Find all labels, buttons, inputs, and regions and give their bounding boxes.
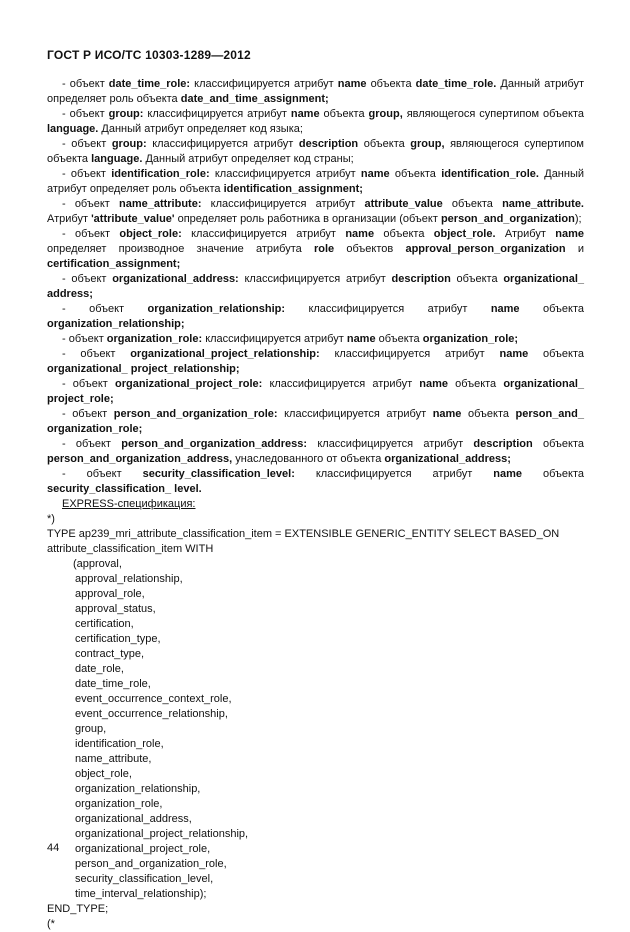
entity-name: date_time_role:: [108, 78, 191, 90]
definition-text: определяет роль работника в организации (объект: [174, 213, 441, 225]
definition-text: Данный атрибут определяет код страны;: [142, 153, 354, 165]
select-item: organizational_project_relationship,: [75, 828, 249, 840]
definition-text: - объект: [62, 108, 109, 120]
definition-text: классифицируется атрибут: [201, 198, 365, 210]
definition-text: - объект: [62, 408, 114, 420]
select-item: organization_relationship,: [75, 783, 201, 795]
definition-text: объекта: [389, 168, 442, 180]
definition-text: объекта: [358, 138, 411, 150]
select-item: date_role,: [75, 663, 124, 675]
definition-paragraph: [47, 302, 584, 332]
select-items-list: [47, 557, 584, 902]
entity-name: object_role.: [433, 228, 496, 240]
select-item: certification_type,: [75, 633, 161, 645]
select-item: name_attribute,: [75, 753, 152, 765]
entity-name: group,: [410, 138, 445, 150]
entity-name: person_and_organization_role:: [113, 408, 278, 420]
entity-name: organization_relationship:: [147, 303, 286, 315]
entity-name: description: [473, 438, 533, 450]
definition-text: - объект: [62, 438, 122, 450]
code-type-declaration: TYPE ap239_mri_attribute_classification_item = EXTENSIBLE GENERIC_ENTITY SELECT BASED_ON attribute_classification_item WITH: [47, 528, 560, 555]
definition-text: объекта: [366, 78, 416, 90]
definition-text: объекта: [442, 198, 503, 210]
express-specification-label: EXPRESS-спецификация:: [62, 498, 196, 510]
definition-paragraph: [47, 407, 584, 437]
entity-name: name: [499, 348, 529, 360]
definition-text: Данный атрибут определяет роль объекта: [47, 168, 585, 195]
definition-paragraph: [47, 437, 584, 467]
entity-name: date_and_time_assignment;: [180, 93, 329, 105]
definition-paragraph: [47, 137, 584, 167]
definition-text: классифицируется атрибут: [238, 273, 392, 285]
select-item: security_classification_level,: [75, 873, 214, 885]
definition-text: - объект: [62, 348, 131, 360]
definition-text: - объект: [62, 333, 107, 345]
definition-text: объекта: [519, 303, 584, 315]
select-item: object_role,: [75, 768, 132, 780]
entity-name: person_and_organization_address:: [121, 438, 308, 450]
page-number: 44: [47, 842, 60, 854]
entity-name: organization_role:: [106, 333, 203, 345]
entity-name: person_and_ organization_role;: [47, 408, 584, 435]
code-open-comment: *): [47, 513, 55, 525]
definition-text: - объект: [62, 198, 119, 210]
entity-name: name: [345, 228, 375, 240]
definition-text: Данный атрибут определяет код языка;: [98, 123, 303, 135]
definition-text: унаследованного от объекта: [232, 453, 385, 465]
definition-text: классифицируется атрибут: [319, 348, 500, 360]
entity-name: name: [432, 408, 462, 420]
entity-name: group:: [111, 138, 147, 150]
definition-paragraph: [47, 197, 584, 227]
definition-text: объекта: [450, 273, 504, 285]
definition-text: определяет производное значение атрибута: [47, 243, 314, 255]
entity-name: name: [337, 78, 367, 90]
definition-text: - объект: [62, 468, 143, 480]
entity-name: identification_role.: [441, 168, 539, 180]
definition-text: объекта: [374, 228, 434, 240]
select-item: organization_role,: [75, 798, 163, 810]
entity-name: organization_relationship;: [47, 318, 185, 330]
definition-text: - объект: [62, 78, 109, 90]
definition-text: объекта: [522, 468, 584, 480]
entity-name: identification_role:: [111, 168, 210, 180]
entity-name: role: [313, 243, 335, 255]
document-header: ГОСТ Р ИСО/ТС 10303-1289—2012: [47, 48, 251, 62]
definition-text: классифицируется атрибут: [307, 438, 474, 450]
select-item: (approval,: [73, 558, 122, 570]
entity-name: certification_assignment;: [47, 258, 181, 270]
entity-name: identification_assignment;: [223, 183, 363, 195]
entity-name: security_classification_ level.: [47, 483, 202, 495]
entity-name: person_and_organization_address,: [47, 453, 233, 465]
entity-name: name: [290, 108, 320, 120]
definition-text: Атрибут: [47, 213, 92, 225]
entity-name: group:: [108, 108, 144, 120]
definition-text: классифицируется атрибут: [209, 168, 361, 180]
entity-name: name: [490, 303, 520, 315]
definition-text: классифицируется атрибут: [262, 378, 420, 390]
definition-paragraph: [47, 332, 584, 347]
entity-name: organizational_ project_role;: [47, 378, 584, 405]
express-code-block: [47, 512, 584, 932]
definition-paragraph: [47, 272, 584, 302]
entity-name: date_time_role.: [415, 78, 497, 90]
entity-name: name: [360, 168, 390, 180]
definition-text: классифицируется атрибут: [202, 333, 347, 345]
entity-name: attribute_value: [364, 198, 443, 210]
definition-text: объектов: [334, 243, 406, 255]
definition-paragraph: [47, 227, 584, 272]
entity-name: organizational_project_relationship:: [130, 348, 320, 360]
entity-name: organizational_project_role:: [114, 378, 263, 390]
definition-text: объекта: [375, 333, 423, 345]
definition-paragraph: [47, 377, 584, 407]
select-item: event_occurrence_context_role,: [75, 693, 232, 705]
definition-text: классифицируется атрибут: [146, 138, 299, 150]
definition-text: - объект: [62, 273, 113, 285]
select-item: contract_type,: [75, 648, 145, 660]
select-item: identification_role,: [75, 738, 164, 750]
definition-text: классифицируется атрибут: [285, 303, 491, 315]
definition-text: объекта: [532, 438, 584, 450]
entity-name: name: [555, 228, 584, 240]
definition-text: объекта: [448, 378, 504, 390]
entity-name: language.: [47, 123, 99, 135]
definition-text: Атрибут: [495, 228, 556, 240]
definition-text: классифицируется атрибут: [277, 408, 433, 420]
definition-paragraph: [47, 467, 584, 497]
entity-name: 'attribute_value': [91, 213, 175, 225]
definition-text: классифицируется атрибут: [143, 108, 291, 120]
definition-text: );: [574, 213, 582, 225]
entity-name: name_attribute.: [502, 198, 584, 210]
definition-text: объекта: [528, 348, 585, 360]
entity-name: group,: [368, 108, 403, 120]
definition-paragraph: [47, 107, 584, 137]
entity-name: person_and_organization: [440, 213, 575, 225]
select-item: approval_status,: [75, 603, 156, 615]
definition-text: объекта: [461, 408, 516, 420]
entity-name: approval_person_organization: [405, 243, 566, 255]
select-item: certification,: [75, 618, 134, 630]
select-item: group,: [75, 723, 107, 735]
definition-paragraph: [47, 77, 584, 107]
definition-text: и: [565, 243, 584, 255]
select-item: event_occurrence_relationship,: [75, 708, 228, 720]
entity-name: object_role:: [119, 228, 182, 240]
entity-name: organizational_ address;: [47, 273, 584, 300]
definition-paragraph: [47, 167, 584, 197]
select-item: organizational_address,: [75, 813, 192, 825]
definitions-list: [47, 77, 584, 497]
definition-paragraph: [47, 347, 584, 377]
entity-name: name_attribute:: [118, 198, 202, 210]
definition-text: классифицируется атрибут: [181, 228, 346, 240]
definition-text: объекта: [319, 108, 369, 120]
entity-name: name: [346, 333, 376, 345]
definition-text: классифицируется атрибут: [190, 78, 338, 90]
select-item: approval_relationship,: [75, 573, 183, 585]
code-close-comment: (*: [47, 918, 55, 930]
definition-text: являющегося супертипом объекта: [47, 138, 584, 165]
select-item: time_interval_relationship);: [75, 888, 207, 900]
code-end-type: END_TYPE;: [47, 903, 109, 915]
entity-name: description: [391, 273, 451, 285]
definition-text: являющегося супертипом объекта: [402, 108, 584, 120]
definition-text: - объект: [62, 168, 112, 180]
document-body: [47, 77, 584, 932]
select-item: date_time_role,: [75, 678, 151, 690]
definition-text: Данный атрибут определяет роль объекта: [47, 78, 584, 105]
select-item: organizational_project_role,: [75, 843, 211, 855]
entity-name: name: [419, 378, 448, 390]
entity-name: description: [298, 138, 359, 150]
definition-text: - объект: [62, 228, 120, 240]
select-item: person_and_organization_role,: [75, 858, 227, 870]
entity-name: organization_role;: [422, 333, 519, 345]
entity-name: organizational_address;: [384, 453, 511, 465]
definition-text: - объект: [62, 378, 115, 390]
definition-text: - объект: [62, 303, 148, 315]
entity-name: organizational_ project_relationship;: [47, 363, 240, 375]
select-item: approval_role,: [75, 588, 145, 600]
definition-text: классифицируется атрибут: [294, 468, 494, 480]
entity-name: name: [493, 468, 523, 480]
definition-text: - объект: [62, 138, 112, 150]
entity-name: language.: [91, 153, 143, 165]
entity-name: organizational_address:: [112, 273, 239, 285]
entity-name: security_classification_level:: [142, 468, 295, 480]
